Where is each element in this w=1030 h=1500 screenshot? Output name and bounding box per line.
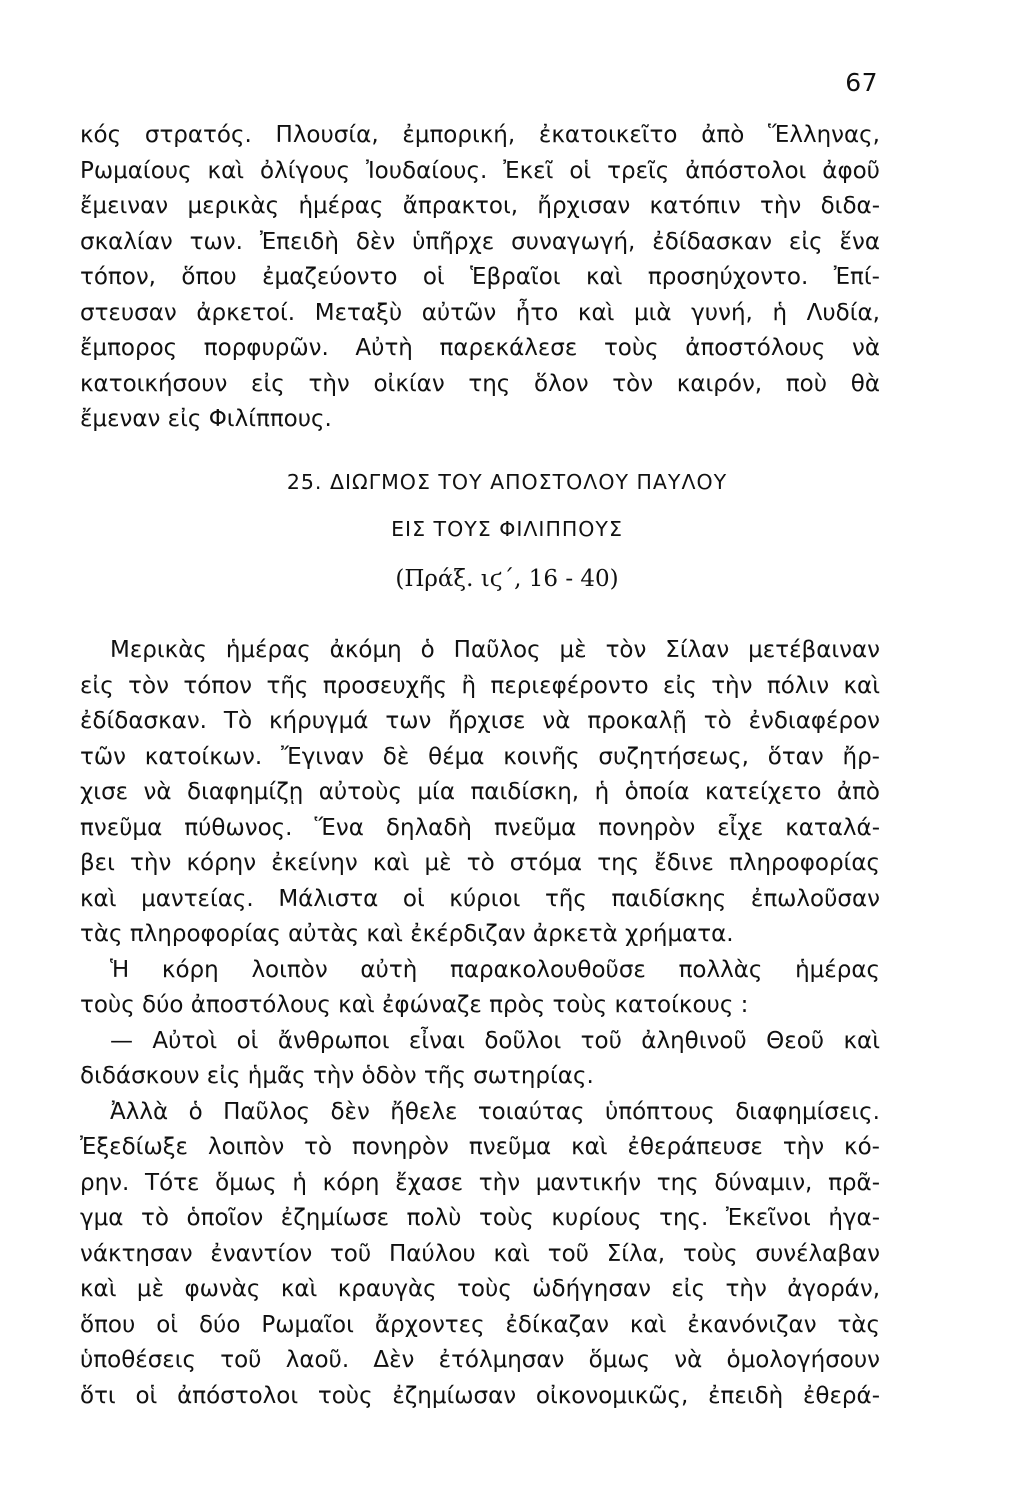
paragraph-intro — [80, 118, 880, 438]
text-line: τοὺς δύο ἀποστόλους καὶ ἐφώναζε πρὸς τοὺς κατοίκους : — [80, 992, 749, 1018]
text-line: ὅπου οἱ δύο Ρωμαῖοι ἄρχοντες ἐδίκαζαν καὶ ἐκανόνιζαν τὰς — [80, 1311, 880, 1338]
text-line: ὅτι οἱ ἀπόστολοι τοὺς ἐζημίωσαν οἰκονομικῶς, ἐπειδὴ ἐθερά- — [80, 1382, 880, 1409]
text-line: πνεῦμα πύθωνος. Ἕνα δηλαδὴ πνεῦμα πονηρὸν εἶχε καταλά- — [80, 814, 880, 841]
text-line: κατοικήσουν εἰς τὴν οἰκίαν της ὅλον τὸν καιρόν, ποὺ θὰ — [80, 370, 880, 397]
page-number: 67 — [845, 68, 878, 97]
text-line: ρην. Τότε ὅμως ἡ κόρη ἔχασε τὴν μαντικήν της δύναμιν, πρᾶ- — [80, 1169, 880, 1196]
text-line: τὰς πληροφορίας αὐτὰς καὶ ἐκέρδιζαν ἀρκετὰ χρήματα. — [80, 921, 734, 947]
text-line: ἔμπορος πορφυρῶν. Αὐτὴ παρεκάλεσε τοὺς ἀποστόλους νὰ — [80, 335, 880, 361]
text-line: χισε νὰ διαφημίζῃ αὐτοὺς μία παιδίσκη, ἡ ὁποία κατείχετο ἀπὸ — [80, 779, 880, 805]
text-line: Ρωμαίους καὶ ὀλίγους Ἰουδαίους. Ἐκεῖ οἱ τρεῖς ἀπόστολοι ἀφοῦ — [80, 157, 880, 184]
text-line: Ἀλλὰ ὁ Παῦλος δὲν ἤθελε τοιαύτας ὑπόπτους διαφημίσεις. — [110, 1098, 880, 1125]
text-line: διδάσκουν εἰς ἡμᾶς τὴν ὁδὸν τῆς σωτηρίας. — [80, 1063, 594, 1089]
text-line: σκαλίαν των. Ἐπειδὴ δὲν ὑπῆρχε συναγωγή, ἐδίδασκαν εἰς ἕνα — [80, 228, 880, 255]
section-subheading: ΕΙΣ ΤΟΥΣ ΦΙΛΙΠΠΟΥΣ — [391, 517, 623, 541]
text-line: τῶν κατοίκων. Ἔγιναν δὲ θέμα κοινῆς συζητήσεως, ὅταν ἤρ- — [80, 743, 880, 770]
scripture-reference: (Πράξ. ιϛ΄, 16 - 40) — [395, 566, 619, 592]
paragraph-main — [80, 633, 880, 1414]
section-heading: 25. ΔΙΩΓΜΟΣ ΤΟΥ ΑΠΟΣΤΟΛΟΥ ΠΑΥΛΟΥ — [286, 470, 728, 494]
text-line: καὶ μὲ φωνὰς καὶ κραυγὰς τοὺς ὡδήγησαν εἰς τὴν ἀγοράν, — [80, 1276, 880, 1302]
text-line: στευσαν ἀρκετοί. Μεταξὺ αὐτῶν ἦτο καὶ μιὰ γυνή, ἡ Λυδία, — [80, 299, 880, 326]
text-line: καὶ μαντείας. Μάλιστα οἱ κύριοι τῆς παιδίσκης ἐπωλοῦσαν — [80, 885, 880, 912]
text-line: εἰς τὸν τόπον τῆς προσευχῆς ἢ περιεφέροντο εἰς τὴν πόλιν καὶ — [80, 672, 880, 699]
text-line: Μερικὰς ἡμέρας ἀκόμη ὁ Παῦλος μὲ τὸν Σίλαν μετέβαιναν — [110, 637, 880, 663]
text-line: νάκτησαν ἐναντίον τοῦ Παύλου καὶ τοῦ Σίλα, τοὺς συνέλαβαν — [80, 1240, 880, 1267]
text-line: Ἐξεδίωξε λοιπὸν τὸ πονηρὸν πνεῦμα καὶ ἐθεράπευσε τὴν κό- — [80, 1134, 880, 1160]
text-line: Ἡ κόρη λοιπὸν αὐτὴ παρακολουθοῦσε πολλὰς ἡμέρας — [110, 956, 880, 983]
text-line: τόπον, ὅπου ἐμαζεύοντο οἱ Ἑβραῖοι καὶ προσηύχοντο. Ἐπί- — [80, 264, 880, 290]
text-line: — Αὐτοὶ οἱ ἄνθρωποι εἶναι δοῦλοι τοῦ ἀληθινοῦ Θεοῦ καὶ — [110, 1027, 880, 1054]
text-line: ἐδίδασκαν. Τὸ κήρυγμά των ἤρχισε νὰ προκαλῇ τὸ ἐνδιαφέρον — [80, 708, 880, 734]
text-line: γμα τὸ ὁποῖον ἐζημίωσε πολὺ τοὺς κυρίους της. Ἐκεῖνοι ἠγα- — [80, 1205, 880, 1231]
text-line: βει τὴν κόρην ἐκείνην καὶ μὲ τὸ στόμα της ἔδινε πληροφορίας — [80, 850, 880, 876]
text-line: ἔμεναν εἰς Φιλίππους. — [80, 406, 332, 432]
text-line: κός στρατός. Πλουσία, ἐμπορική, ἐκατοικεῖτο ἀπὸ Ἕλληνας, — [80, 122, 880, 148]
text-line: ἔμειναν μερικὰς ἡμέρας ἄπρακτοι, ἤρχισαν κατόπιν τὴν διδα- — [80, 193, 880, 219]
text-line: ὑποθέσεις τοῦ λαοῦ. Δὲν ἐτόλμησαν ὅμως νὰ ὁμολογήσουν — [80, 1347, 880, 1373]
